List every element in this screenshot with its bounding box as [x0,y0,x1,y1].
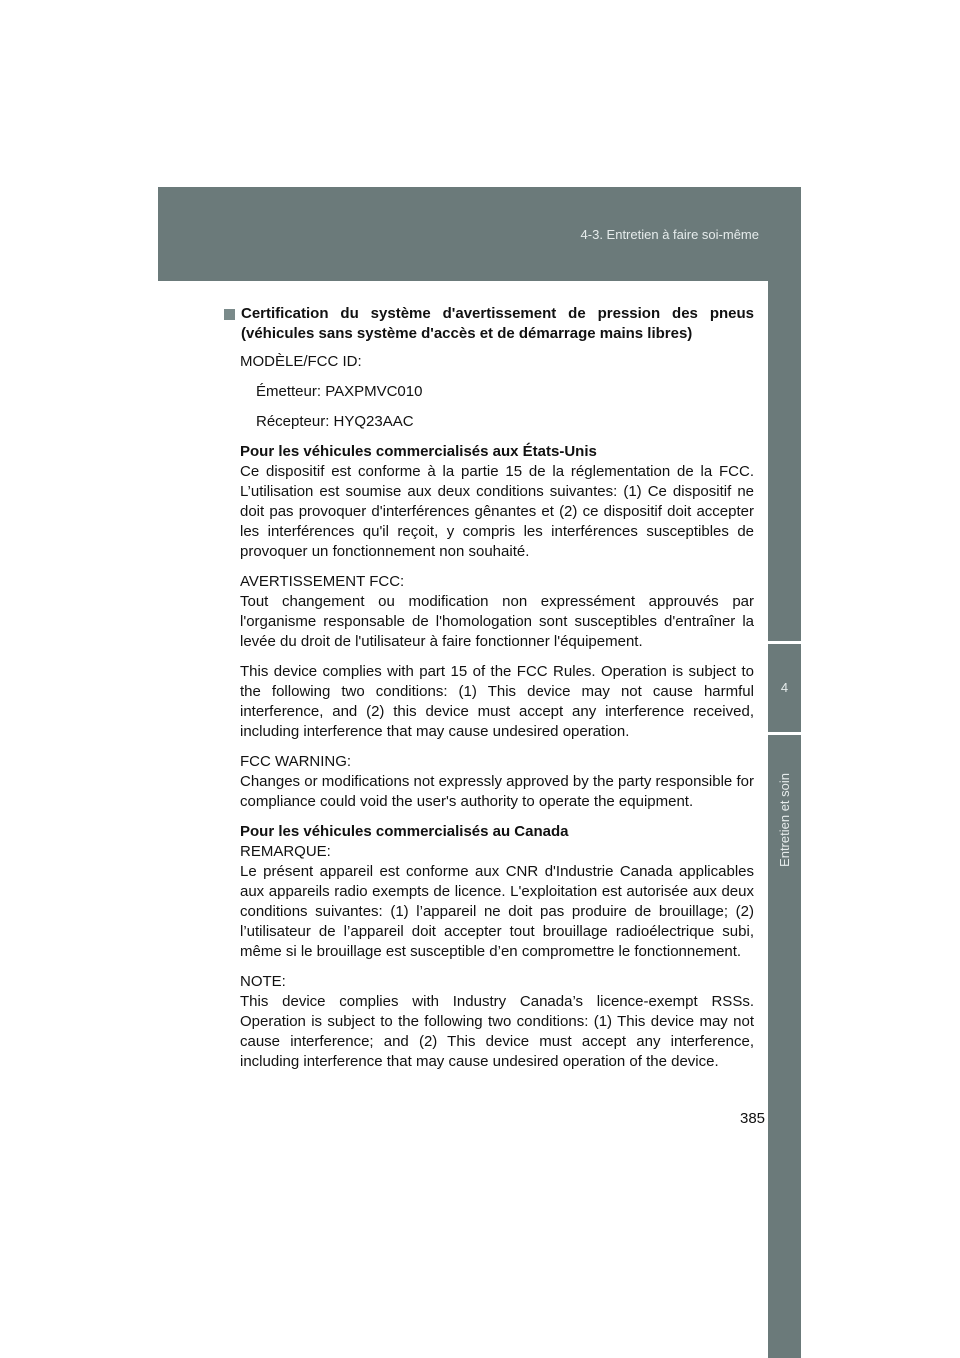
page-content [224,304,754,1082]
us-en-text: This device complies with part 15 of the FCC Rules. Operation is subject to the following two conditions: (1) This device may not cause harmful interference, and (2) this device must accept any interference received, including interference that may cause undesired operation. [240,663,754,740]
canada-section [240,822,754,962]
section-title: 4-3. Entretien à faire soi-même [580,227,759,242]
fcc-warning-fr-text: Tout changement ou modification non expressément approuvés par l'organisme responsable de l'homologation sont susceptibles d'entraîner la levée du droit de l'utilisateur à faire fonctionner l'équipement. [240,593,754,650]
section-heading [224,304,754,344]
us-fr-text: Ce dispositif est conforme à la partie 15 de la réglementation de la FCC. L’utilisation est soumise aux deux conditions suivantes: (1) Ce dispositif ne doit pas provoquer d'interférences gênantes et (2) ce dispositif doit accepter les interférences qu'il reçoit, y compris les interférences susceptibles de provoquer un fonctionnement non souhaité. [240,463,754,560]
chapter-label-wrapper [768,735,801,905]
fcc-warning-en-text: Changes or modifications not expressly approved by the party responsible for compliance could void the user's authority to operate the equipment. [240,773,754,810]
section-heading-text: Certification du système d'avertissement de pression des pneus (véhicules sans système d'accès et de démarrage mains libres) [241,305,754,342]
fcc-warning-en [240,752,754,812]
canada-fr-text: Le présent appareil est conforme aux CNR d'Industrie Canada applicables aux appareils radio exempts de licence. L'exploitation est autorisée aux deux conditions suivantes: (1) l’appareil ne doit pas produire de brouillage; (2) l’utilisateur de l’appareil doit accepter tout brouillage radioélectrique subi, même si le brouillage est susceptible d’en compromettre le fonctionnement. [240,863,754,960]
canada-heading: Pour les véhicules commercialisés au Canada [240,823,569,840]
note-label: NOTE: [240,973,286,990]
note-section [240,972,754,1072]
fcc-warning-en-label: FCC WARNING: [240,753,352,770]
model-label: MODÈLE/FCC ID: [240,353,362,370]
fcc-warning-fr-label: AVERTISSEMENT FCC: [240,573,405,590]
chapter-label: Entretien et soin [777,773,792,867]
canada-en-text: This device complies with Industry Canada’s licence-exempt RSSs. Operation is subject to the following two conditions: (1) This device may not cause interference; and (2) This device must accept any interference, including interference that may cause undesired operation of the device. [240,993,754,1070]
us-heading: Pour les véhicules commercialisés aux États-Unis [240,443,597,460]
square-bullet-icon [224,309,235,320]
receiver-id: Récepteur: HYQ23AAC [256,413,414,430]
remarque-label: REMARQUE: [240,843,331,860]
chapter-number-tab: 4 [768,641,801,735]
section-header-band [158,187,801,281]
transmitter-id: Émetteur: PAXPMVC010 [256,383,423,400]
us-section [240,442,754,562]
page-number: 385 [740,1110,766,1127]
fcc-warning-fr [240,572,754,652]
